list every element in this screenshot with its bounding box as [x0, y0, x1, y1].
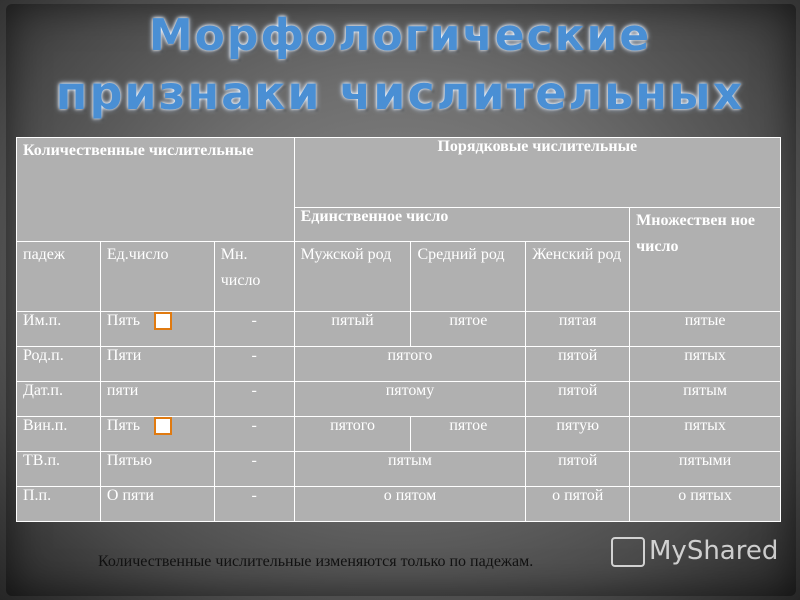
table-row: [17, 382, 781, 417]
table-row: [17, 487, 781, 522]
table-row: [17, 452, 781, 487]
slide-title-line1: Морфологические: [148, 10, 652, 61]
feminine-cell: пятой: [526, 452, 630, 487]
col-neuter: Средний род: [411, 242, 526, 312]
feminine-cell: пятой: [526, 382, 630, 417]
neuter-cell: пятое: [411, 417, 526, 452]
cardinal-cell: [100, 312, 214, 347]
plural-cell: о пятых: [630, 487, 781, 522]
feminine-cell: пятой: [526, 347, 630, 382]
cardinal-cell: пяти: [100, 382, 214, 417]
case-cell: Дат.п.: [17, 382, 101, 417]
footer-note: Количественные числительные изменяются только по падежам.: [98, 553, 534, 570]
ordinal-header: Порядковые числительные: [294, 138, 780, 208]
table-row: [17, 347, 781, 382]
plural-cell: пятых: [630, 347, 781, 382]
neuter-cell: пятое: [411, 312, 526, 347]
col-singular: Ед.число: [100, 242, 214, 312]
presentation-icon: [611, 537, 645, 567]
case-cell: Вин.п.: [17, 417, 101, 452]
plural-dash: -: [214, 347, 294, 382]
case-cell: Род.п.: [17, 347, 101, 382]
col-plural: Мн. число: [214, 242, 294, 312]
table-row: [17, 417, 781, 452]
cardinal-cell: О пяти: [100, 487, 214, 522]
numerals-table: [16, 137, 781, 522]
watermark: [611, 536, 778, 567]
cardinal-header: Количественные числительные: [17, 138, 295, 242]
masc-neuter-cell: пятого: [294, 347, 526, 382]
plural-header: Множествен ное число: [630, 208, 781, 312]
plural-dash: -: [214, 452, 294, 487]
checkbox-icon: [154, 312, 172, 330]
case-cell: П.п.: [17, 487, 101, 522]
plural-cell: пятых: [630, 417, 781, 452]
plural-cell: пятые: [630, 312, 781, 347]
plural-dash: -: [214, 312, 294, 347]
masc-neuter-cell: пятым: [294, 452, 526, 487]
masc-neuter-cell: пятому: [294, 382, 526, 417]
col-masculine: Мужской род: [294, 242, 411, 312]
cardinal-cell: Пяти: [100, 347, 214, 382]
singular-header: Единственное число: [294, 208, 630, 242]
cardinal-cell: [100, 417, 214, 452]
col-feminine: Женский род: [526, 242, 630, 312]
masc-neuter-cell: о пятом: [294, 487, 526, 522]
masculine-cell: пятого: [294, 417, 411, 452]
feminine-cell: пятая: [526, 312, 630, 347]
watermark-text: MyShared: [649, 536, 779, 566]
table-row: [17, 312, 781, 347]
case-cell: Им.п.: [17, 312, 101, 347]
feminine-cell: пятую: [526, 417, 630, 452]
plural-cell: пятыми: [630, 452, 781, 487]
cardinal-value: Пять: [106, 417, 141, 434]
plural-dash: -: [214, 382, 294, 417]
checkbox-icon: [154, 417, 172, 435]
plural-cell: пятым: [630, 382, 781, 417]
case-cell: ТВ.п.: [17, 452, 101, 487]
col-case: падеж: [17, 242, 101, 312]
masculine-cell: пятый: [294, 312, 411, 347]
feminine-cell: о пятой: [526, 487, 630, 522]
plural-dash: -: [214, 487, 294, 522]
cardinal-value: Пять: [106, 312, 141, 329]
plural-dash: -: [214, 417, 294, 452]
cardinal-cell: Пятью: [100, 452, 214, 487]
slide-title-line2: признаки числительных: [55, 66, 745, 120]
